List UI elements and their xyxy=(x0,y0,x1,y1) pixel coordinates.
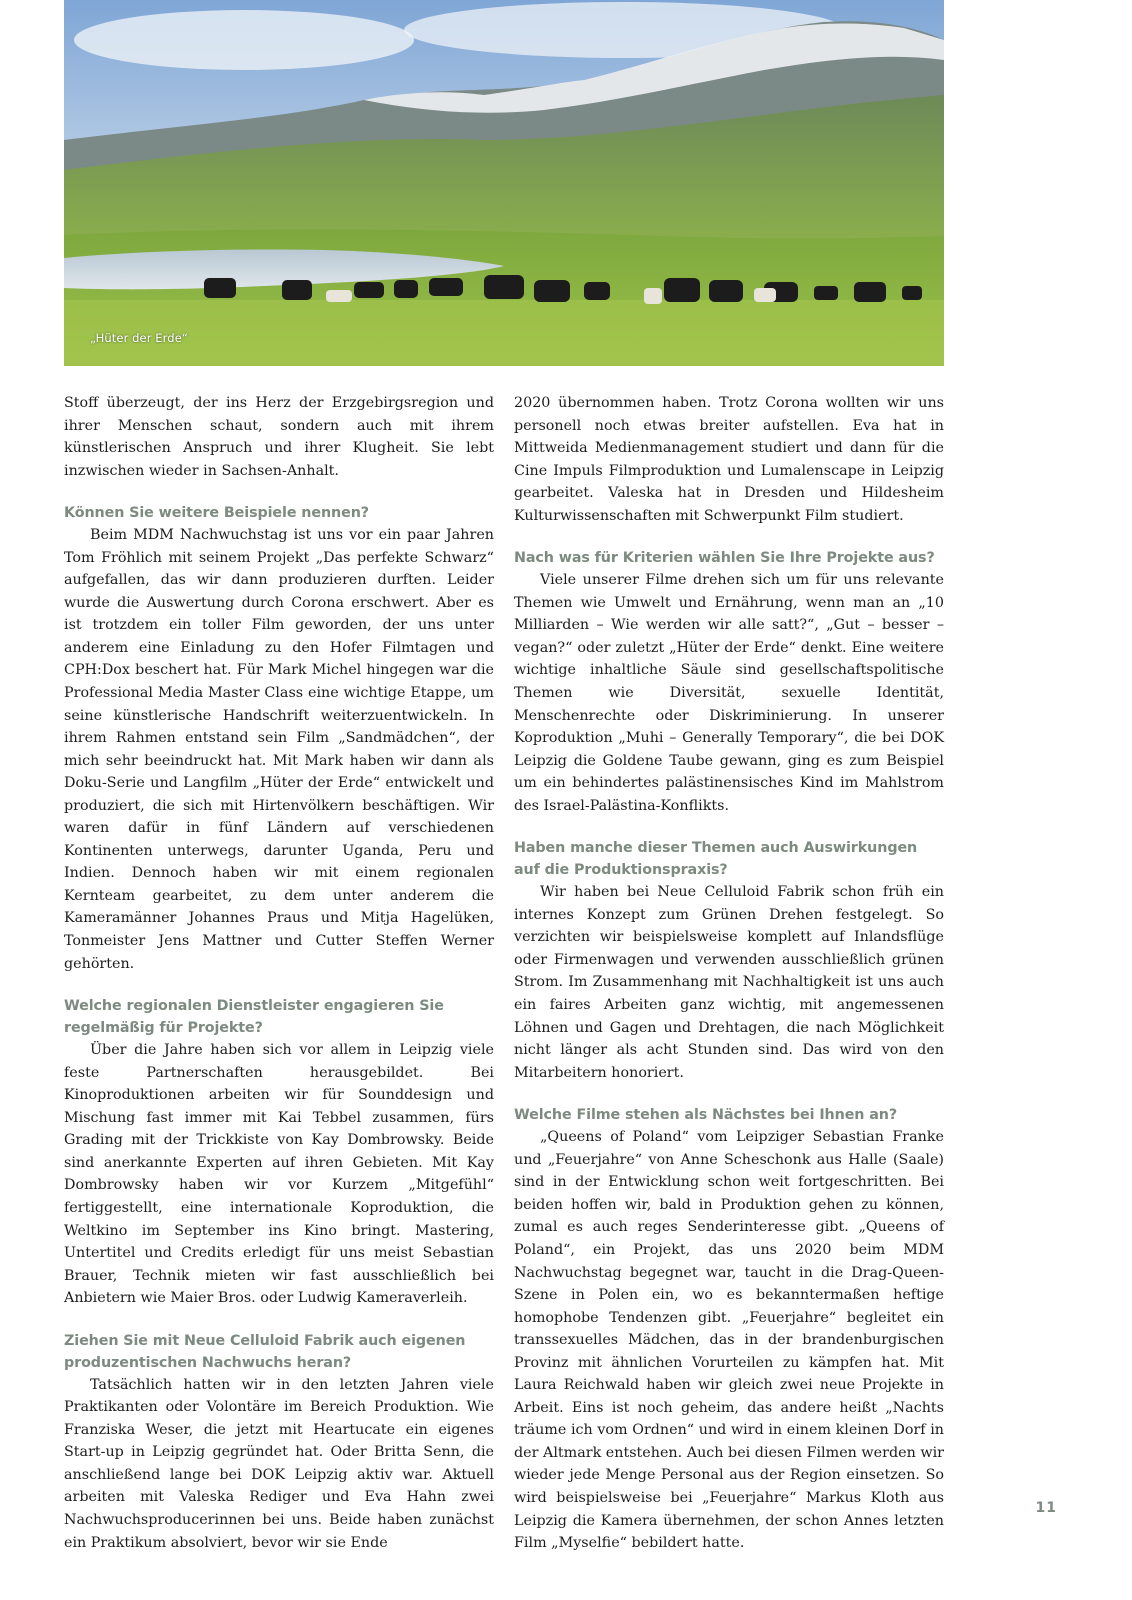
interview-section xyxy=(64,995,494,1310)
article-photo xyxy=(64,0,944,366)
interview-question: Welche regionalen Dienstleister engagieren Sie regelmäßig für Projekte? xyxy=(64,998,444,1037)
interview-section xyxy=(514,547,944,817)
interview-question: Haben manche dieser Themen auch Auswirkungen auf die Produktionspraxis? xyxy=(514,840,918,879)
left-column xyxy=(64,392,494,1554)
photo-caption: „Hüter der Erde“ xyxy=(90,331,188,345)
interview-answer: Wir haben bei Neue Celluloid Fabrik schon früh ein internes Konzept zum Grünen Drehen festgelegt. So verzichten wir beispielsweise komplett auf Inlandsflüge oder Firmenwagen und verwenden ausschließlich grünen Strom. Im Zusammenhang mit Nachhaltigkeit ist uns auch ein faires Arbeiten ganz wichtig, mit angemessenen Löhnen und Gagen und Drehtagen, die nach Möglichkeit nicht länger als acht Stunden sind. Das wird von den Mitarbeitern honoriert. xyxy=(514,884,944,1081)
interview-answer: Beim MDM Nachwuchstag ist uns vor ein paar Jahren Tom Fröhlich mit seinem Projekt „Das perfekte Schwarz“ aufgefallen, das wir dann produzieren durften. Leider wurde die Auswertung durch Corona erschwert. Aber es ist trotzdem ein toller Film geworden, der uns unter anderem eine Einladung zu den Hofer Filmtagen und CPH:Dox beschert hat. Für Mark Michel hingegen war die Professional Media Master Class eine wichtige Etappe, um seine künstlerische Handschrift weiterzuentwickeln. In ihrem Rahmen entstand sein Film „Sandmädchen“, der mich sehr beeindruckt hat. Mit Mark haben wir dann als Doku-Serie und Langfilm „Hüter der Erde“ entwickelt und produziert, die sich mit Hirtenvölkern beschäftigen. Wir waren dafür in fünf Ländern auf verschiedenen Kontinenten unterwegs, darunter Uganda, Peru und Indien. Dennoch haben wir mit einem regionalen Kernteam gearbeitet, zu dem unter anderem die Kameramänner Johannes Praus und Mitja Hagelüken, Tonmeister Jens Mattner und Cutter Steffen Werner gehörten. xyxy=(64,527,494,972)
interview-answer: Tatsächlich hatten wir in den letzten Jahren viele Praktikanten oder Volontäre im Bereich Produktion. Wie Franziska Weser, die jetzt mit Heartucate ein eigenes Start-up in Leipzig gegründet hat. Oder Britta Senn, die anschließend lange bei DOK Leipzig aktiv war. Aktuell arbeiten mit Valeska Rediger und Eva Hahn zwei Nachwuchsproducerinnen bei uns. Beide haben zunächst ein Praktikum absolviert, bevor wir sie Ende xyxy=(64,1376,494,1551)
interview-answer: Über die Jahre haben sich vor allem in Leipzig viele feste Partnerschaften herausgebildet. Bei Kinoproduktionen arbeiten wir für Sounddesign und Mischung fast immer mit Kai Tebbel zusammen, fürs Grading mit der Trickkiste von Kay Dombrowsky. Beide sind anerkannte Experten auf ihren Gebieten. Mit Kay Dombrowsky haben wir vor Kurzem „Mitgefühl“ fertiggestellt, eine internationale Koproduktion, die Weltkino im September ins Kino bringt. Mastering, Untertitel und Credits erledigt für uns meist Sebastian Brauer, Technik mieten wir fast ausschließlich bei Anbietern wie Maier Bros. oder Ludwig Kameraverleih. xyxy=(64,1042,494,1307)
interview-question: Nach was für Kriterien wählen Sie Ihre Projekte aus? xyxy=(514,550,935,567)
paragraph: Stoff überzeugt, der ins Herz der Erzgebirgsregion und ihrer Menschen schaut, sondern auch mit ihrem künstlerischen Anspruch und ihrer Klugheit. Sie lebt inzwischen wieder in Sachsen-Anhalt. xyxy=(64,395,494,479)
interview-section xyxy=(514,837,944,1084)
interview-question: Welche Filme stehen als Nächstes bei Ihnen an? xyxy=(514,1107,898,1124)
interview-answer: „Queens of Poland“ vom Leipziger Sebastian Franke und „Feuerjahre“ von Anne Scheschonk aus Halle (Saale) sind in der Entwicklung schon weit fortgeschritten. Bei beiden hoffen wir, bald in Produktion gehen zu können, zumal es auch reges Senderinteresse gibt. „Queens of Poland“, ein Projekt, das uns 2020 beim MDM Nachwuchstag begegnet war, taucht in die Drag-Queen-Szene in Polen ein, wo es bekanntermaßen heftige homophobe Tendenzen gibt. „Feuerjahre“ begleitet ein transsexuelles Mädchen, das in der brandenburgischen Provinz mit ähnlichen Vorurteilen zu kämpfen hat. Mit Laura Reichwald haben wir gleich zwei neue Projekte in Arbeit. Eins ist noch geheim, das andere heißt „Nachts träume ich vom Ordnen“ und wird in einem kleinen Dorf in der Altmark entstehen. Auch bei diesen Filmen werden wir wieder jede Menge Personal aus der Region einsetzen. So wird beispielsweise bei „Feuerjahre“ Markus Kloth aus Leipzig die Kamera übernehmen, der schon Annes letzten Film „Myselfie“ bebildert hatte. xyxy=(514,1129,944,1552)
interview-question: Können Sie weitere Beispiele nennen? xyxy=(64,505,369,522)
interview-section xyxy=(64,502,494,975)
landscape-image xyxy=(64,0,944,366)
page-number: 11 xyxy=(1035,1500,1057,1516)
interview-section xyxy=(64,1330,494,1554)
right-column xyxy=(514,392,944,1555)
interview-question: Ziehen Sie mit Neue Celluloid Fabrik auch eigenen produzentischen Nachwuchs heran? xyxy=(64,1332,466,1371)
interview-section xyxy=(514,1104,944,1554)
interview-answer: Viele unserer Filme drehen sich um für uns relevante Themen wie Umwelt und Ernährung, wenn man an „10 Milliarden – Wie werden wir alle satt?“, „Gut – besser – vegan?“ oder zuletzt „Hüter der Erde“ denkt. Eine weitere wichtige inhaltliche Säule sind gesellschaftspolitische Themen wie Diversität, sexuelle Identität, Menschenrechte oder Diskriminierung. In unserer Koproduktion „Muhi – Generally Temporary“, die bei DOK Leipzig die Goldene Taube gewann, ging es zum Beispiel um ein behindertes palästinensisches Kind im Mahlstrom des Israel-Palästina-Konflikts. xyxy=(514,572,944,814)
paragraph: 2020 übernommen haben. Trotz Corona wollten wir uns personell noch etwas breiter aufstellen. Eva hat in Mittweida Medienmanagement studiert und dann für die Cine Impuls Filmproduktion und Lumalenscape in Leipzig gearbeitet. Valeska hat in Dresden und Hildesheim Kulturwissenschaften mit Schwerpunkt Film studiert. xyxy=(514,395,944,524)
